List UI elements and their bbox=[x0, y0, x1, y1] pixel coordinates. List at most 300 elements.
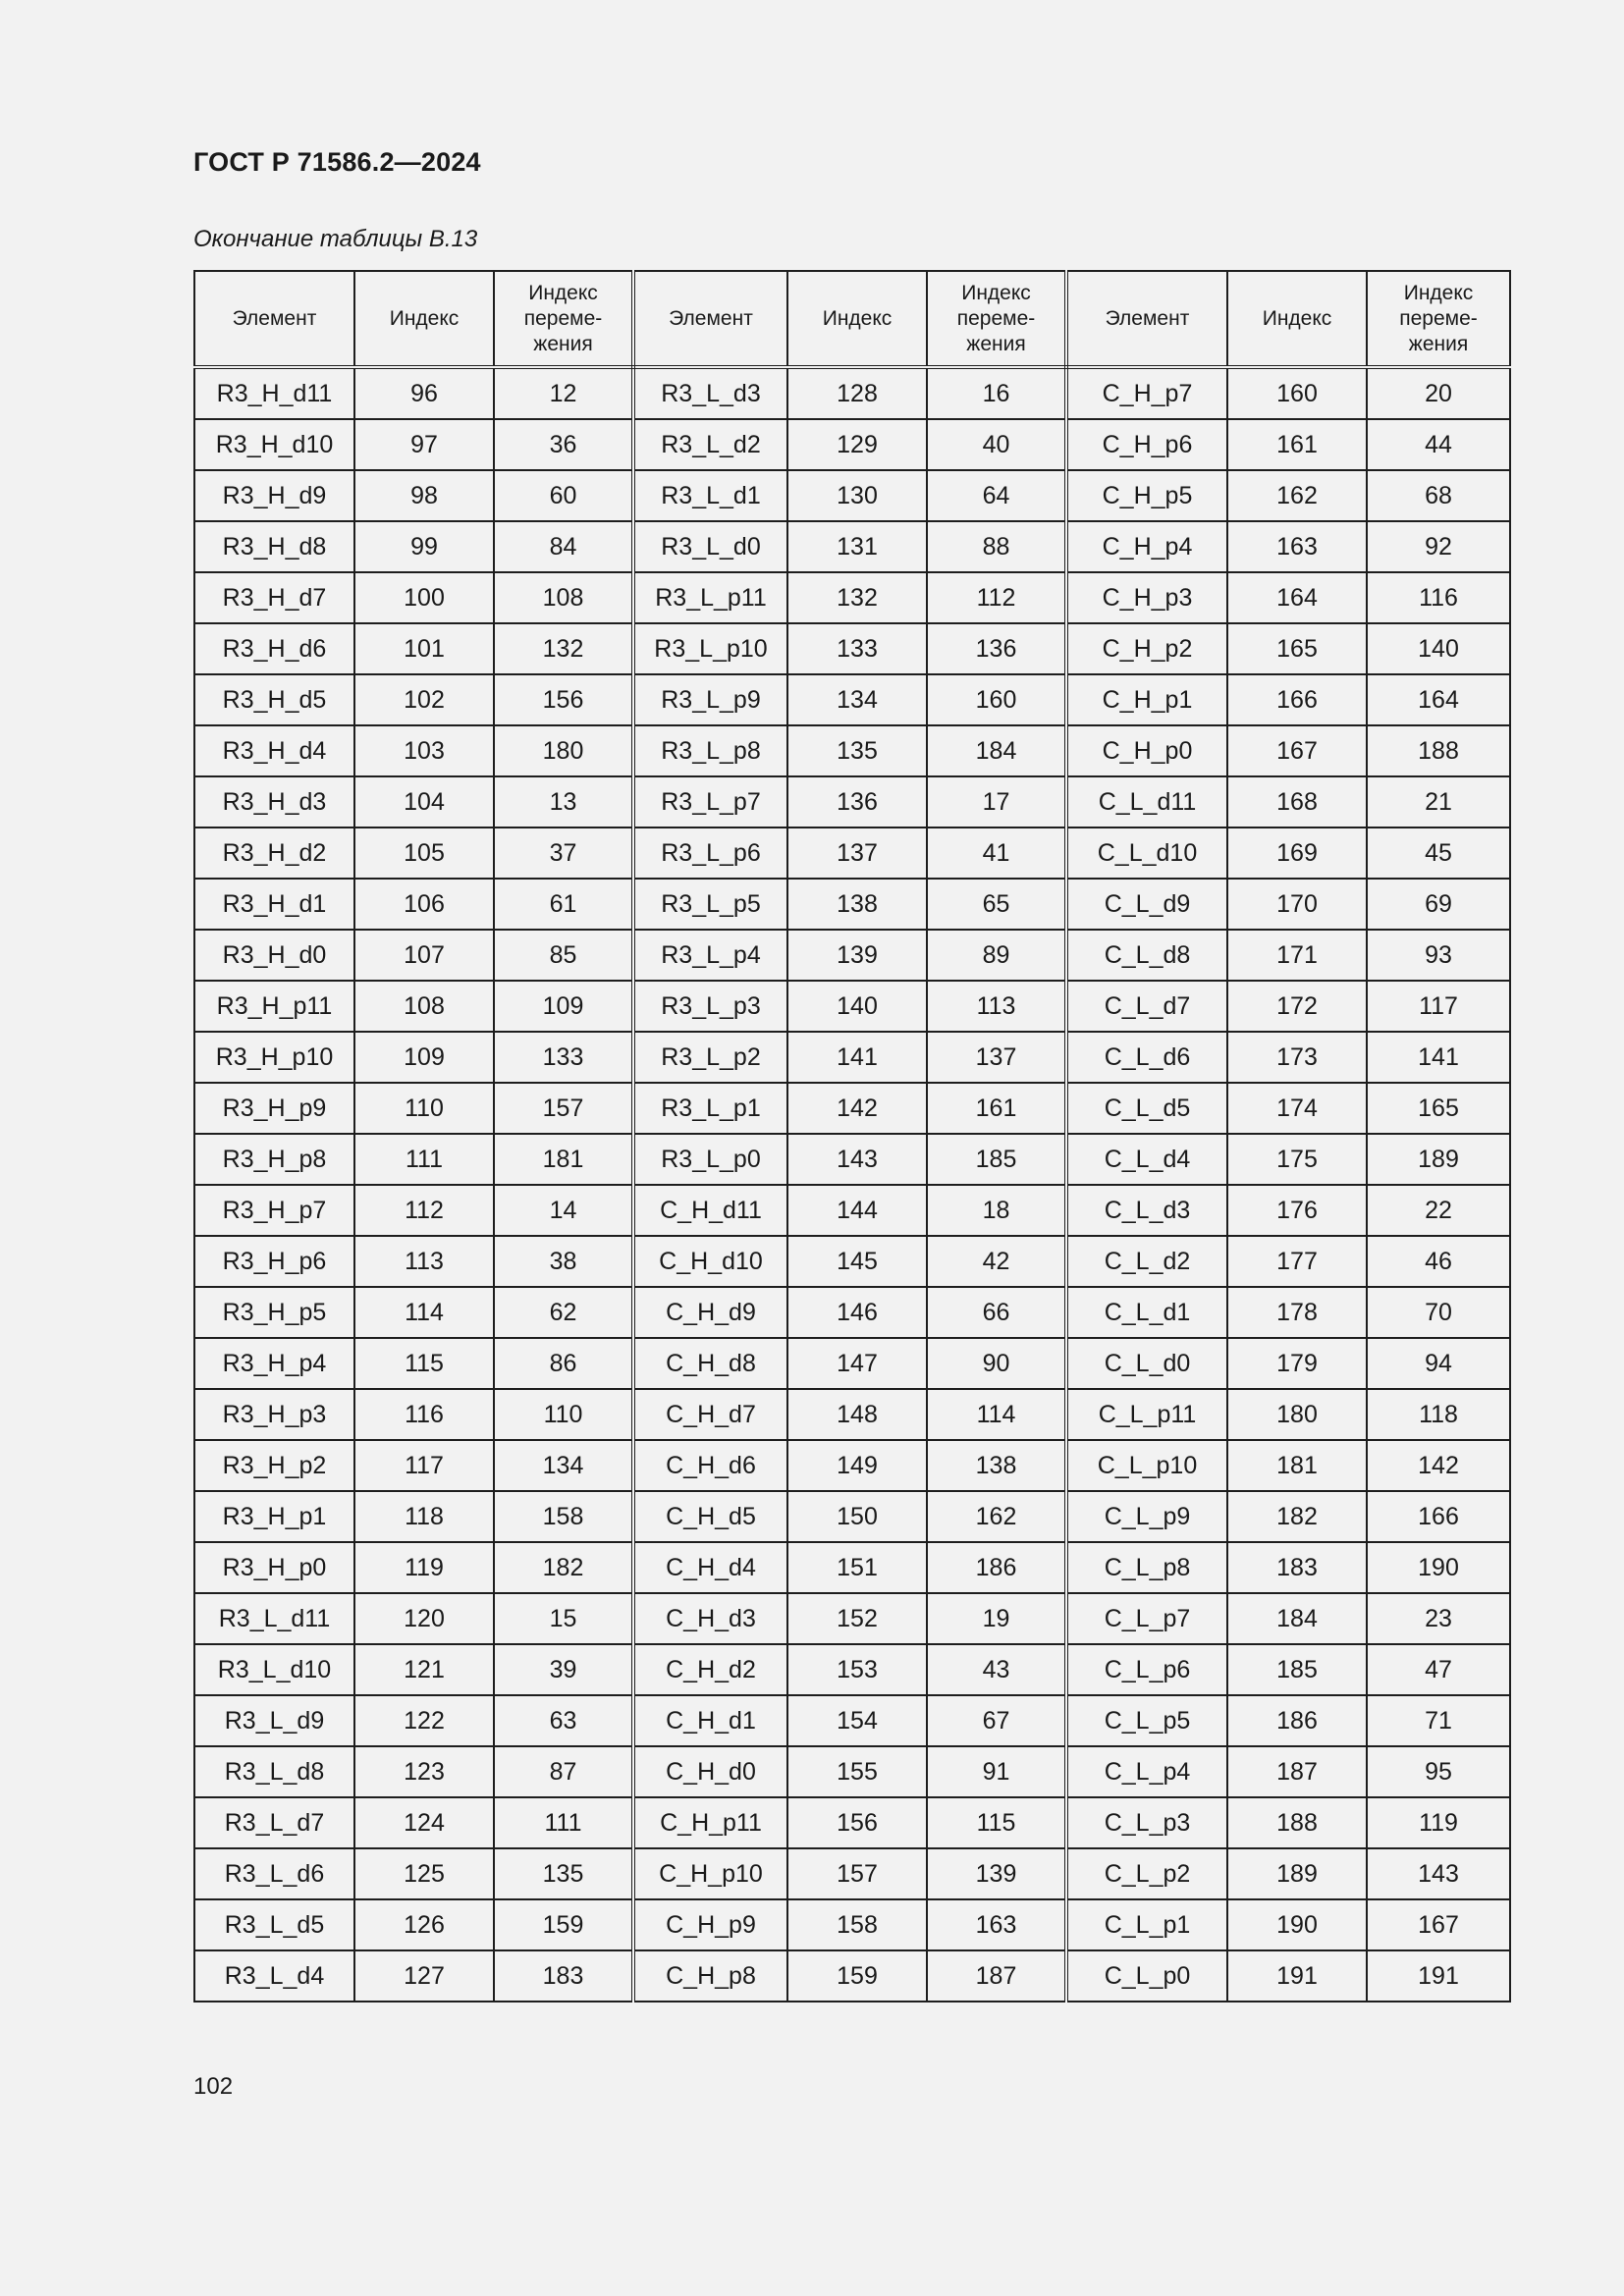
interleave-index-cell: 22 bbox=[1367, 1185, 1510, 1236]
element-cell: R3_L_p1 bbox=[633, 1083, 787, 1134]
index-cell: 158 bbox=[787, 1899, 927, 1950]
element-cell: R3_H_p0 bbox=[194, 1542, 354, 1593]
table-row bbox=[194, 1593, 1510, 1644]
interleave-index-cell: 47 bbox=[1367, 1644, 1510, 1695]
interleave-index-cell: 186 bbox=[927, 1542, 1066, 1593]
interleave-index-cell: 14 bbox=[494, 1185, 633, 1236]
element-cell: R3_H_d10 bbox=[194, 419, 354, 470]
element-cell: C_L_p5 bbox=[1066, 1695, 1227, 1746]
index-cell: 137 bbox=[787, 828, 927, 879]
table-row bbox=[194, 1032, 1510, 1083]
interleave-index-cell: 86 bbox=[494, 1338, 633, 1389]
element-cell: C_H_p6 bbox=[1066, 419, 1227, 470]
index-cell: 153 bbox=[787, 1644, 927, 1695]
index-cell: 185 bbox=[1227, 1644, 1367, 1695]
element-cell: C_L_d11 bbox=[1066, 776, 1227, 828]
interleave-index-cell: 68 bbox=[1367, 470, 1510, 521]
interleave-index-cell: 166 bbox=[1367, 1491, 1510, 1542]
index-cell: 102 bbox=[354, 674, 494, 725]
index-cell: 166 bbox=[1227, 674, 1367, 725]
table-row bbox=[194, 828, 1510, 879]
element-cell: R3_L_d8 bbox=[194, 1746, 354, 1797]
index-cell: 159 bbox=[787, 1950, 927, 2002]
element-cell: C_H_p0 bbox=[1066, 725, 1227, 776]
element-cell: C_L_d9 bbox=[1066, 879, 1227, 930]
index-cell: 115 bbox=[354, 1338, 494, 1389]
interleave-index-cell: 161 bbox=[927, 1083, 1066, 1134]
element-cell: R3_H_d7 bbox=[194, 572, 354, 623]
interleave-index-cell: 138 bbox=[927, 1440, 1066, 1491]
interleave-index-cell: 142 bbox=[1367, 1440, 1510, 1491]
index-cell: 191 bbox=[1227, 1950, 1367, 2002]
element-cell: R3_H_p5 bbox=[194, 1287, 354, 1338]
element-cell: R3_H_p6 bbox=[194, 1236, 354, 1287]
element-cell: R3_H_p4 bbox=[194, 1338, 354, 1389]
index-cell: 161 bbox=[1227, 419, 1367, 470]
index-cell: 139 bbox=[787, 930, 927, 981]
index-cell: 187 bbox=[1227, 1746, 1367, 1797]
index-cell: 164 bbox=[1227, 572, 1367, 623]
element-cell: R3_H_d2 bbox=[194, 828, 354, 879]
element-cell: R3_L_d3 bbox=[633, 367, 787, 419]
interleave-index-cell: 119 bbox=[1367, 1797, 1510, 1848]
interleave-index-cell: 133 bbox=[494, 1032, 633, 1083]
index-cell: 108 bbox=[354, 981, 494, 1032]
interleave-index-cell: 60 bbox=[494, 470, 633, 521]
element-cell: R3_L_p9 bbox=[633, 674, 787, 725]
index-cell: 116 bbox=[354, 1389, 494, 1440]
interleave-index-cell: 116 bbox=[1367, 572, 1510, 623]
interleave-index-cell: 165 bbox=[1367, 1083, 1510, 1134]
interleave-index-cell: 189 bbox=[1367, 1134, 1510, 1185]
element-cell: C_H_d5 bbox=[633, 1491, 787, 1542]
element-cell: R3_L_d4 bbox=[194, 1950, 354, 2002]
element-cell: R3_L_d7 bbox=[194, 1797, 354, 1848]
index-cell: 138 bbox=[787, 879, 927, 930]
element-cell: C_L_d4 bbox=[1066, 1134, 1227, 1185]
index-cell: 107 bbox=[354, 930, 494, 981]
index-cell: 160 bbox=[1227, 367, 1367, 419]
element-cell: R3_L_p3 bbox=[633, 981, 787, 1032]
element-cell: R3_H_d5 bbox=[194, 674, 354, 725]
index-cell: 171 bbox=[1227, 930, 1367, 981]
element-cell: R3_L_d9 bbox=[194, 1695, 354, 1746]
table-header bbox=[194, 271, 1510, 367]
column-header: Индекс bbox=[1227, 271, 1367, 367]
interleave-index-cell: 84 bbox=[494, 521, 633, 572]
table-row bbox=[194, 1134, 1510, 1185]
index-cell: 140 bbox=[787, 981, 927, 1032]
element-cell: C_L_p2 bbox=[1066, 1848, 1227, 1899]
interleave-index-cell: 156 bbox=[494, 674, 633, 725]
element-cell: R3_L_p4 bbox=[633, 930, 787, 981]
index-cell: 183 bbox=[1227, 1542, 1367, 1593]
element-cell: C_H_p5 bbox=[1066, 470, 1227, 521]
index-cell: 129 bbox=[787, 419, 927, 470]
element-cell: R3_H_d0 bbox=[194, 930, 354, 981]
index-cell: 154 bbox=[787, 1695, 927, 1746]
index-cell: 186 bbox=[1227, 1695, 1367, 1746]
interleave-index-cell: 91 bbox=[927, 1746, 1066, 1797]
column-header: Индекс bbox=[787, 271, 927, 367]
index-cell: 189 bbox=[1227, 1848, 1367, 1899]
element-cell: R3_H_p7 bbox=[194, 1185, 354, 1236]
index-cell: 100 bbox=[354, 572, 494, 623]
element-cell: R3_L_p8 bbox=[633, 725, 787, 776]
element-cell: C_L_d2 bbox=[1066, 1236, 1227, 1287]
element-cell: R3_H_d8 bbox=[194, 521, 354, 572]
element-cell: C_H_p7 bbox=[1066, 367, 1227, 419]
table-row bbox=[194, 1899, 1510, 1950]
element-cell: C_H_d9 bbox=[633, 1287, 787, 1338]
table-row bbox=[194, 1083, 1510, 1134]
index-cell: 125 bbox=[354, 1848, 494, 1899]
element-cell: R3_L_d6 bbox=[194, 1848, 354, 1899]
interleave-index-cell: 113 bbox=[927, 981, 1066, 1032]
element-cell: C_H_d0 bbox=[633, 1746, 787, 1797]
element-cell: C_L_p8 bbox=[1066, 1542, 1227, 1593]
index-cell: 112 bbox=[354, 1185, 494, 1236]
interleave-index-cell: 65 bbox=[927, 879, 1066, 930]
table-row bbox=[194, 419, 1510, 470]
index-cell: 136 bbox=[787, 776, 927, 828]
index-cell: 180 bbox=[1227, 1389, 1367, 1440]
index-cell: 130 bbox=[787, 470, 927, 521]
index-cell: 163 bbox=[1227, 521, 1367, 572]
interleave-index-cell: 12 bbox=[494, 367, 633, 419]
element-cell: C_L_d8 bbox=[1066, 930, 1227, 981]
index-cell: 123 bbox=[354, 1746, 494, 1797]
interleave-index-cell: 117 bbox=[1367, 981, 1510, 1032]
index-cell: 176 bbox=[1227, 1185, 1367, 1236]
index-cell: 97 bbox=[354, 419, 494, 470]
index-cell: 119 bbox=[354, 1542, 494, 1593]
interleave-index-cell: 94 bbox=[1367, 1338, 1510, 1389]
interleave-index-cell: 41 bbox=[927, 828, 1066, 879]
interleave-index-cell: 181 bbox=[494, 1134, 633, 1185]
index-cell: 172 bbox=[1227, 981, 1367, 1032]
index-cell: 135 bbox=[787, 725, 927, 776]
table-row bbox=[194, 674, 1510, 725]
index-cell: 173 bbox=[1227, 1032, 1367, 1083]
interleave-index-cell: 111 bbox=[494, 1797, 633, 1848]
column-header: Индекс переме- жения bbox=[1367, 271, 1510, 367]
index-cell: 121 bbox=[354, 1644, 494, 1695]
index-cell: 170 bbox=[1227, 879, 1367, 930]
element-cell: R3_H_p1 bbox=[194, 1491, 354, 1542]
index-cell: 169 bbox=[1227, 828, 1367, 879]
element-cell: R3_L_d10 bbox=[194, 1644, 354, 1695]
index-cell: 143 bbox=[787, 1134, 927, 1185]
index-cell: 114 bbox=[354, 1287, 494, 1338]
interleave-index-cell: 182 bbox=[494, 1542, 633, 1593]
interleave-index-cell: 19 bbox=[927, 1593, 1066, 1644]
column-header: Элемент bbox=[194, 271, 354, 367]
table-row bbox=[194, 725, 1510, 776]
index-cell: 184 bbox=[1227, 1593, 1367, 1644]
element-cell: C_L_d6 bbox=[1066, 1032, 1227, 1083]
table-row bbox=[194, 1746, 1510, 1797]
interleave-index-cell: 89 bbox=[927, 930, 1066, 981]
interleave-index-cell: 95 bbox=[1367, 1746, 1510, 1797]
index-cell: 144 bbox=[787, 1185, 927, 1236]
interleave-index-cell: 46 bbox=[1367, 1236, 1510, 1287]
index-cell: 190 bbox=[1227, 1899, 1367, 1950]
table-row bbox=[194, 1389, 1510, 1440]
element-cell: C_H_d8 bbox=[633, 1338, 787, 1389]
interleave-index-cell: 157 bbox=[494, 1083, 633, 1134]
element-cell: C_L_p7 bbox=[1066, 1593, 1227, 1644]
element-cell: R3_H_p3 bbox=[194, 1389, 354, 1440]
index-cell: 99 bbox=[354, 521, 494, 572]
document-header: ГОСТ Р 71586.2—2024 bbox=[193, 147, 481, 177]
element-cell: C_H_d4 bbox=[633, 1542, 787, 1593]
table-caption: Окончание таблицы В.13 bbox=[193, 226, 478, 252]
interleave-index-cell: 88 bbox=[927, 521, 1066, 572]
table-row bbox=[194, 367, 1510, 419]
interleave-index-cell: 93 bbox=[1367, 930, 1510, 981]
index-table bbox=[193, 270, 1511, 2002]
interleave-index-cell: 17 bbox=[927, 776, 1066, 828]
interleave-index-cell: 132 bbox=[494, 623, 633, 674]
element-cell: R3_L_d2 bbox=[633, 419, 787, 470]
element-cell: C_H_p4 bbox=[1066, 521, 1227, 572]
interleave-index-cell: 118 bbox=[1367, 1389, 1510, 1440]
interleave-index-cell: 137 bbox=[927, 1032, 1066, 1083]
interleave-index-cell: 15 bbox=[494, 1593, 633, 1644]
interleave-index-cell: 87 bbox=[494, 1746, 633, 1797]
element-cell: R3_H_p10 bbox=[194, 1032, 354, 1083]
interleave-index-cell: 71 bbox=[1367, 1695, 1510, 1746]
interleave-index-cell: 143 bbox=[1367, 1848, 1510, 1899]
index-cell: 113 bbox=[354, 1236, 494, 1287]
interleave-index-cell: 16 bbox=[927, 367, 1066, 419]
element-cell: R3_H_p2 bbox=[194, 1440, 354, 1491]
element-cell: C_H_p2 bbox=[1066, 623, 1227, 674]
index-cell: 145 bbox=[787, 1236, 927, 1287]
interleave-index-cell: 66 bbox=[927, 1287, 1066, 1338]
table-row bbox=[194, 1542, 1510, 1593]
interleave-index-cell: 141 bbox=[1367, 1032, 1510, 1083]
element-cell: R3_H_p9 bbox=[194, 1083, 354, 1134]
index-cell: 134 bbox=[787, 674, 927, 725]
element-cell: C_L_p11 bbox=[1066, 1389, 1227, 1440]
interleave-index-cell: 39 bbox=[494, 1644, 633, 1695]
interleave-index-cell: 159 bbox=[494, 1899, 633, 1950]
element-cell: C_H_d10 bbox=[633, 1236, 787, 1287]
index-cell: 104 bbox=[354, 776, 494, 828]
table-row bbox=[194, 1797, 1510, 1848]
index-cell: 142 bbox=[787, 1083, 927, 1134]
interleave-index-cell: 109 bbox=[494, 981, 633, 1032]
element-cell: R3_L_p0 bbox=[633, 1134, 787, 1185]
interleave-index-cell: 44 bbox=[1367, 419, 1510, 470]
element-cell: C_L_p9 bbox=[1066, 1491, 1227, 1542]
interleave-index-cell: 64 bbox=[927, 470, 1066, 521]
index-cell: 117 bbox=[354, 1440, 494, 1491]
element-cell: C_H_d3 bbox=[633, 1593, 787, 1644]
element-cell: C_H_p11 bbox=[633, 1797, 787, 1848]
interleave-index-cell: 184 bbox=[927, 725, 1066, 776]
interleave-index-cell: 92 bbox=[1367, 521, 1510, 572]
interleave-index-cell: 90 bbox=[927, 1338, 1066, 1389]
element-cell: R3_L_p6 bbox=[633, 828, 787, 879]
index-cell: 122 bbox=[354, 1695, 494, 1746]
interleave-index-cell: 23 bbox=[1367, 1593, 1510, 1644]
index-cell: 168 bbox=[1227, 776, 1367, 828]
index-cell: 151 bbox=[787, 1542, 927, 1593]
element-cell: C_L_d7 bbox=[1066, 981, 1227, 1032]
table-row bbox=[194, 776, 1510, 828]
interleave-index-cell: 70 bbox=[1367, 1287, 1510, 1338]
element-cell: R3_L_p7 bbox=[633, 776, 787, 828]
element-cell: C_L_d5 bbox=[1066, 1083, 1227, 1134]
index-cell: 155 bbox=[787, 1746, 927, 1797]
interleave-index-cell: 135 bbox=[494, 1848, 633, 1899]
header-row bbox=[194, 271, 1510, 367]
interleave-index-cell: 108 bbox=[494, 572, 633, 623]
interleave-index-cell: 61 bbox=[494, 879, 633, 930]
index-cell: 120 bbox=[354, 1593, 494, 1644]
interleave-index-cell: 140 bbox=[1367, 623, 1510, 674]
element-cell: C_L_d3 bbox=[1066, 1185, 1227, 1236]
interleave-index-cell: 18 bbox=[927, 1185, 1066, 1236]
table-row bbox=[194, 1287, 1510, 1338]
table-row bbox=[194, 1440, 1510, 1491]
interleave-index-cell: 188 bbox=[1367, 725, 1510, 776]
index-cell: 127 bbox=[354, 1950, 494, 2002]
element-cell: R3_L_d11 bbox=[194, 1593, 354, 1644]
element-cell: C_H_p10 bbox=[633, 1848, 787, 1899]
interleave-index-cell: 21 bbox=[1367, 776, 1510, 828]
table-row bbox=[194, 1491, 1510, 1542]
element-cell: C_L_p10 bbox=[1066, 1440, 1227, 1491]
index-cell: 181 bbox=[1227, 1440, 1367, 1491]
interleave-index-cell: 167 bbox=[1367, 1899, 1510, 1950]
index-cell: 126 bbox=[354, 1899, 494, 1950]
element-cell: R3_H_d4 bbox=[194, 725, 354, 776]
element-cell: C_H_d1 bbox=[633, 1695, 787, 1746]
index-cell: 96 bbox=[354, 367, 494, 419]
interleave-index-cell: 180 bbox=[494, 725, 633, 776]
table-row bbox=[194, 521, 1510, 572]
interleave-index-cell: 112 bbox=[927, 572, 1066, 623]
interleave-index-cell: 38 bbox=[494, 1236, 633, 1287]
index-cell: 150 bbox=[787, 1491, 927, 1542]
index-cell: 111 bbox=[354, 1134, 494, 1185]
interleave-index-cell: 110 bbox=[494, 1389, 633, 1440]
table-row bbox=[194, 879, 1510, 930]
element-cell: C_L_d10 bbox=[1066, 828, 1227, 879]
table-row bbox=[194, 1848, 1510, 1899]
column-header: Индекс переме- жения bbox=[927, 271, 1066, 367]
table-row bbox=[194, 470, 1510, 521]
element-cell: R3_H_d3 bbox=[194, 776, 354, 828]
element-cell: C_L_p4 bbox=[1066, 1746, 1227, 1797]
index-cell: 167 bbox=[1227, 725, 1367, 776]
index-cell: 178 bbox=[1227, 1287, 1367, 1338]
element-cell: C_L_p3 bbox=[1066, 1797, 1227, 1848]
interleave-index-cell: 162 bbox=[927, 1491, 1066, 1542]
interleave-index-cell: 185 bbox=[927, 1134, 1066, 1185]
interleave-index-cell: 183 bbox=[494, 1950, 633, 2002]
interleave-index-cell: 37 bbox=[494, 828, 633, 879]
element-cell: C_L_p6 bbox=[1066, 1644, 1227, 1695]
element-cell: C_H_p3 bbox=[1066, 572, 1227, 623]
column-header: Индекс переме- жения bbox=[494, 271, 633, 367]
index-cell: 131 bbox=[787, 521, 927, 572]
interleave-index-cell: 187 bbox=[927, 1950, 1066, 2002]
element-cell: R3_H_d9 bbox=[194, 470, 354, 521]
index-cell: 177 bbox=[1227, 1236, 1367, 1287]
index-cell: 128 bbox=[787, 367, 927, 419]
index-cell: 109 bbox=[354, 1032, 494, 1083]
table-row bbox=[194, 981, 1510, 1032]
index-cell: 133 bbox=[787, 623, 927, 674]
element-cell: C_H_p9 bbox=[633, 1899, 787, 1950]
column-header: Элемент bbox=[633, 271, 787, 367]
index-cell: 146 bbox=[787, 1287, 927, 1338]
element-cell: R3_H_d11 bbox=[194, 367, 354, 419]
table-row bbox=[194, 1950, 1510, 2002]
table-row bbox=[194, 623, 1510, 674]
interleave-index-cell: 13 bbox=[494, 776, 633, 828]
index-cell: 157 bbox=[787, 1848, 927, 1899]
index-cell: 148 bbox=[787, 1389, 927, 1440]
element-cell: C_L_p1 bbox=[1066, 1899, 1227, 1950]
interleave-index-cell: 20 bbox=[1367, 367, 1510, 419]
element-cell: C_H_d11 bbox=[633, 1185, 787, 1236]
index-cell: 106 bbox=[354, 879, 494, 930]
index-cell: 141 bbox=[787, 1032, 927, 1083]
interleave-index-cell: 136 bbox=[927, 623, 1066, 674]
element-cell: R3_L_p5 bbox=[633, 879, 787, 930]
table-row bbox=[194, 572, 1510, 623]
interleave-index-cell: 36 bbox=[494, 419, 633, 470]
interleave-index-cell: 85 bbox=[494, 930, 633, 981]
index-cell: 147 bbox=[787, 1338, 927, 1389]
index-cell: 124 bbox=[354, 1797, 494, 1848]
interleave-index-cell: 134 bbox=[494, 1440, 633, 1491]
interleave-index-cell: 43 bbox=[927, 1644, 1066, 1695]
page-number: 102 bbox=[193, 2073, 234, 2100]
index-cell: 156 bbox=[787, 1797, 927, 1848]
table-row bbox=[194, 930, 1510, 981]
interleave-index-cell: 164 bbox=[1367, 674, 1510, 725]
element-cell: R3_H_d1 bbox=[194, 879, 354, 930]
index-cell: 174 bbox=[1227, 1083, 1367, 1134]
element-cell: C_H_d7 bbox=[633, 1389, 787, 1440]
table-row bbox=[194, 1185, 1510, 1236]
element-cell: R3_L_p10 bbox=[633, 623, 787, 674]
interleave-index-cell: 63 bbox=[494, 1695, 633, 1746]
interleave-index-cell: 69 bbox=[1367, 879, 1510, 930]
interleave-index-cell: 160 bbox=[927, 674, 1066, 725]
index-cell: 132 bbox=[787, 572, 927, 623]
interleave-index-cell: 45 bbox=[1367, 828, 1510, 879]
index-cell: 105 bbox=[354, 828, 494, 879]
element-cell: R3_L_d0 bbox=[633, 521, 787, 572]
element-cell: R3_H_d6 bbox=[194, 623, 354, 674]
element-cell: C_L_d0 bbox=[1066, 1338, 1227, 1389]
element-cell: C_H_d6 bbox=[633, 1440, 787, 1491]
element-cell: C_H_p8 bbox=[633, 1950, 787, 2002]
interleave-index-cell: 62 bbox=[494, 1287, 633, 1338]
interleave-index-cell: 163 bbox=[927, 1899, 1066, 1950]
index-cell: 165 bbox=[1227, 623, 1367, 674]
interleave-index-cell: 67 bbox=[927, 1695, 1066, 1746]
element-cell: C_H_p1 bbox=[1066, 674, 1227, 725]
